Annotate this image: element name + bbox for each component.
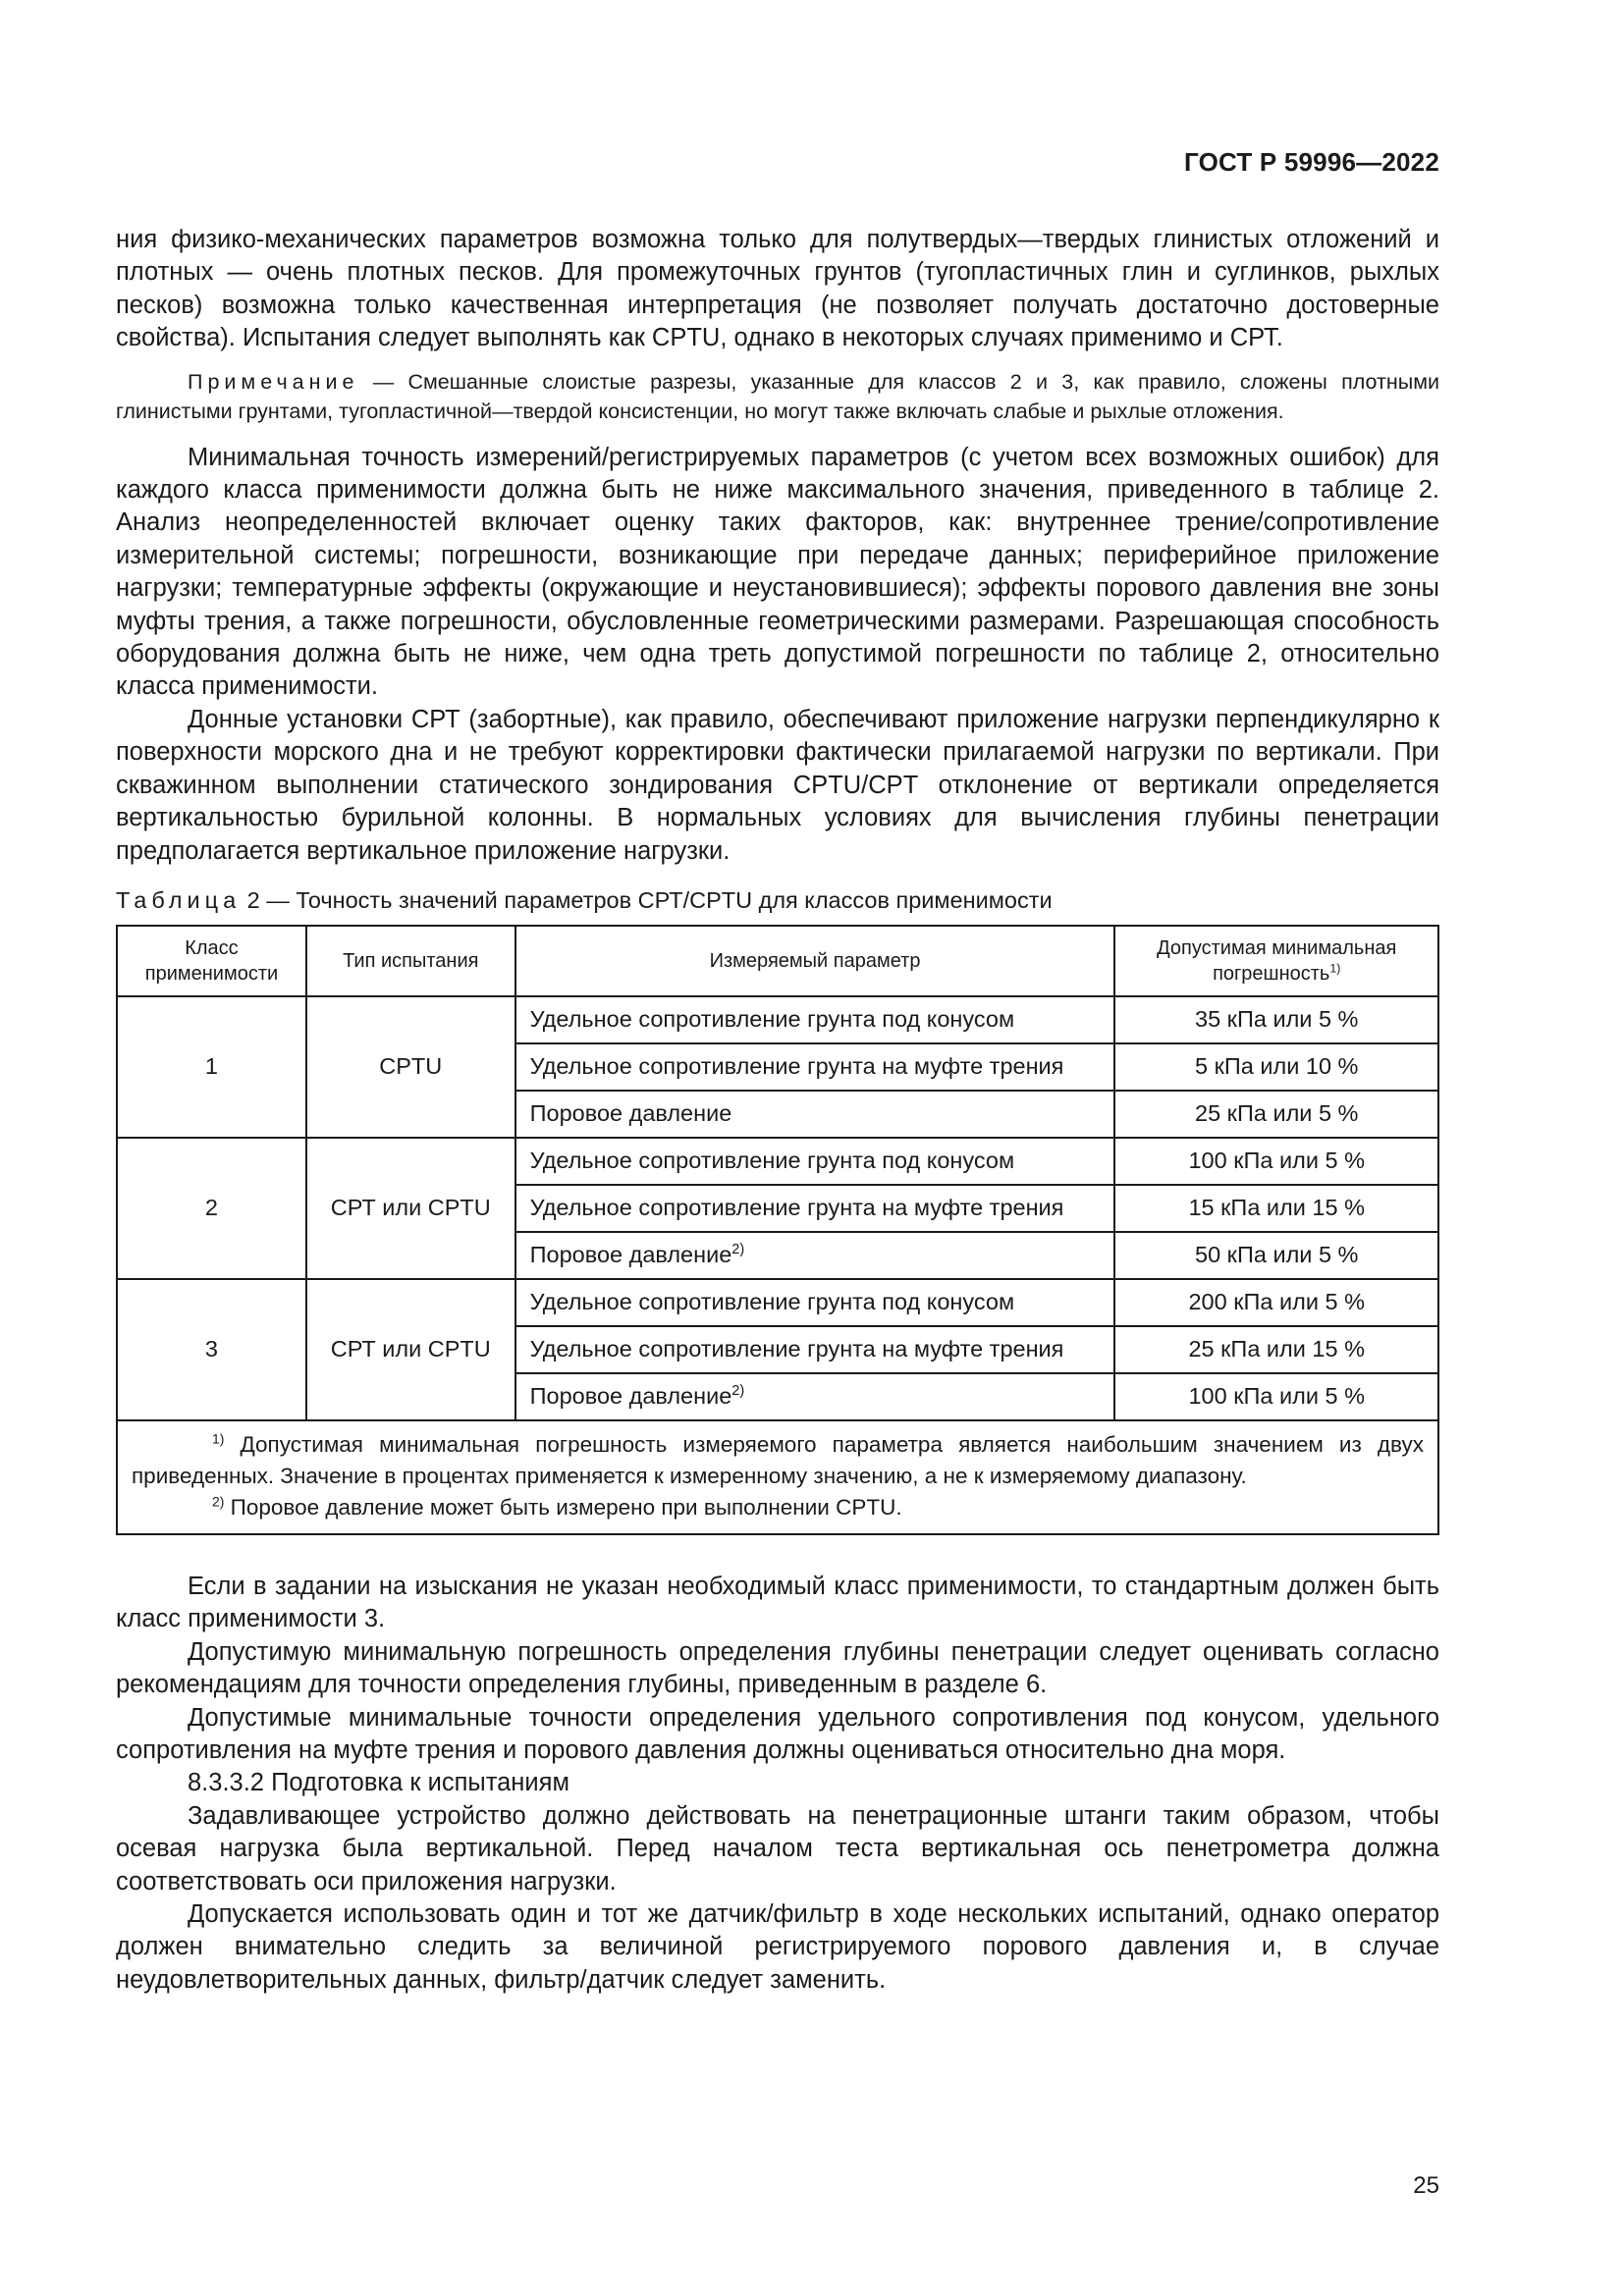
cell-parameter xyxy=(515,1279,1115,1326)
parameter-text: Поровое давление xyxy=(529,1383,732,1410)
cell-parameter xyxy=(515,1138,1115,1185)
note xyxy=(116,367,1439,426)
paragraph-seabed-reference: Допустимые минимальные точности определения удельного сопротивления под конусом, удельного сопротивления на муфте трения и порового давления должны оцениваться относительно дна моря. xyxy=(116,1703,1439,1764)
paragraph-seabed-units: Донные установки СРТ (забортные), как правило, обеспечивают приложение нагрузки перпендикулярно к поверхности морского дна и не требуют корректировки фактически прилагаемой нагрузки по вертикали. При скважинном выполнении статического зондирования CPTU/CPT отклонение от вертикали определяется вертикальностью бурильной колонны. В нормальных условиях для вычисления глубины пенетрации предполагается вертикальное приложение нагрузки. xyxy=(116,705,1439,865)
header-parameter: Измеряемый параметр xyxy=(515,926,1115,996)
document-body xyxy=(116,224,1439,1997)
paragraph-sensor-filter: Допускается использовать один и тот же датчик/фильтр в ходе нескольких испытаний, однако оператор должен внимательно следить за величиной регистрируемого порового давления и, в случае неудовлетворительных данных, фильтр/датчик следует заменить. xyxy=(116,1899,1439,1994)
table-caption-text: 2 — Точность значений параметров СРТ/CPTU для классов применимости xyxy=(241,886,1053,913)
paragraph-min-accuracy: Минимальная точность измерений/регистрируемых параметров (с учетом всех возможных ошибок) для каждого класса применимости должна быть не ниже максимального значения, приведенного в таблице 2. Анализ неопределенностей включает оценку таких факторов, как: внутреннее трение/сопротивление измерительной системы; погрешности, возникающие при передаче данных; периферийное приложение нагрузки; температурные эффекты (окружающие и неустановившиеся); эффекты порового давления вне зоны муфты трения, а также погрешности, обусловленные геометрическими размерами. Разрешающая способность оборудования должна быть не ниже, чем одна треть допустимой погрешности по таблице 2, относительно класса применимости. xyxy=(116,443,1439,701)
table-row xyxy=(117,996,1438,1043)
cell-parameter xyxy=(515,1091,1115,1138)
parameter-text: Удельное сопротивление грунта на муфте трения xyxy=(529,1053,1064,1080)
paragraph-continuation: ния физико-механических параметров возможна только для полутвердых—твердых глинистых отложений и плотных — очень плотных песков. Для промежуточных грунтов (тугопластичных глин и суглинков, рыхлых песков) возможна только качественная интерпретация (не позволяет получать достаточно достоверные свойства). Испытания следует выполнять как CPTU, однако в некоторых случаях применимо и СРТ. xyxy=(116,226,1439,352)
parameter-text: Удельное сопротивление грунта под конусом xyxy=(529,1006,1015,1033)
header-error xyxy=(1114,926,1438,996)
parameter-footnote-mark: 2) xyxy=(731,1383,745,1400)
parameter-text: Удельное сопротивление грунта под конусом xyxy=(529,1289,1015,1315)
note-label: Примечание xyxy=(188,369,359,394)
footnote-2-text: Поровое давление может быть измерено при выполнении CPTU. xyxy=(224,1494,902,1520)
table-footnotes xyxy=(117,1420,1438,1534)
section-heading-8-3-3-2: 8.3.3.2 Подготовка к испытаниям xyxy=(188,1769,569,1797)
table-header-row xyxy=(117,926,1438,996)
page-number: 25 xyxy=(1413,2172,1439,2199)
header-class: Класс применимости xyxy=(117,926,306,996)
footnote-1 xyxy=(132,1429,1424,1492)
cell-test-type: СРТ или CPTU xyxy=(306,1138,515,1279)
cell-error: 5 кПа или 10 % xyxy=(1114,1043,1438,1091)
cell-error: 25 кПа или 15 % xyxy=(1114,1326,1438,1373)
cell-error: 200 кПа или 5 % xyxy=(1114,1279,1438,1326)
table-caption xyxy=(116,885,1439,915)
cell-class: 2 xyxy=(117,1138,306,1279)
cell-parameter xyxy=(515,1185,1115,1232)
cell-error: 100 кПа или 5 % xyxy=(1114,1373,1438,1420)
paragraph-push-device: Задавливающее устройство должно действовать на пенетрационные штанги таким образом, чтобы осевая нагрузка была вертикальной. Перед началом теста вертикальная ось пенетрометра должна соответствовать оси приложения нагрузки. xyxy=(116,1801,1439,1896)
cell-test-type: СРТ или CPTU xyxy=(306,1279,515,1420)
cell-parameter xyxy=(515,1232,1115,1279)
footnote-1-mark: 1) xyxy=(212,1430,225,1447)
cell-test-type: CPTU xyxy=(306,996,515,1138)
cell-error: 35 кПа или 5 % xyxy=(1114,996,1438,1043)
footnote-1-text: Допустимая минимальная погрешность измеряемого параметра является наибольшим значением из двух приведенных. Значение в процентах применяется к измеренному значению, а не к измеряемому диапазону. xyxy=(132,1431,1424,1488)
paragraph-default-class: Если в задании на изыскания не указан необходимый класс применимости, то стандартным должен быть класс применимости 3. xyxy=(116,1572,1439,1633)
document-page xyxy=(116,0,1439,2296)
cell-parameter xyxy=(515,996,1115,1043)
parameter-text: Поровое давление xyxy=(529,1242,732,1268)
table-caption-label: Таблица xyxy=(116,886,242,913)
cell-class: 3 xyxy=(117,1279,306,1420)
footnote-2 xyxy=(132,1492,1424,1523)
table-row xyxy=(117,1138,1438,1185)
header-error-text: Допустимая минимальная погрешность xyxy=(1157,936,1397,985)
cell-error: 100 кПа или 5 % xyxy=(1114,1138,1438,1185)
cell-parameter xyxy=(515,1043,1115,1091)
table-footnotes-row xyxy=(117,1420,1438,1534)
accuracy-table xyxy=(116,925,1439,1535)
parameter-text: Поровое давление xyxy=(529,1100,732,1127)
cell-parameter xyxy=(515,1326,1115,1373)
header-error-footnote-mark: 1) xyxy=(1329,961,1341,976)
cell-error: 25 кПа или 5 % xyxy=(1114,1091,1438,1138)
header-test-type: Тип испытания xyxy=(306,926,515,996)
parameter-text: Удельное сопротивление грунта под конусом xyxy=(529,1148,1015,1174)
cell-error: 50 кПа или 5 % xyxy=(1114,1232,1438,1279)
footnote-2-mark: 2) xyxy=(212,1493,225,1510)
cell-parameter xyxy=(515,1373,1115,1420)
cell-class: 1 xyxy=(117,996,306,1138)
paragraph-depth-error: Допустимую минимальную погрешность определения глубины пенетрации следует оценивать согласно рекомендациям для точности определения глубины, приведенным в разделе 6. xyxy=(116,1637,1439,1699)
parameter-footnote-mark: 2) xyxy=(731,1242,745,1258)
cell-error: 15 кПа или 15 % xyxy=(1114,1185,1438,1232)
table-row xyxy=(117,1279,1438,1326)
parameter-text: Удельное сопротивление грунта на муфте трения xyxy=(529,1195,1064,1221)
post-table-section xyxy=(116,1571,1439,1997)
note-text: — Смешанные слоистые разрезы, указанные для классов 2 и 3, как правило, сложены плотными глинистыми грунтами, тугопластичной—твердой консистенции, но могут также включать слабые и рыхлые отложения. xyxy=(116,369,1439,423)
parameter-text: Удельное сопротивление грунта на муфте трения xyxy=(529,1336,1064,1362)
page-header-standard: ГОСТ Р 59996—2022 xyxy=(1184,147,1439,177)
